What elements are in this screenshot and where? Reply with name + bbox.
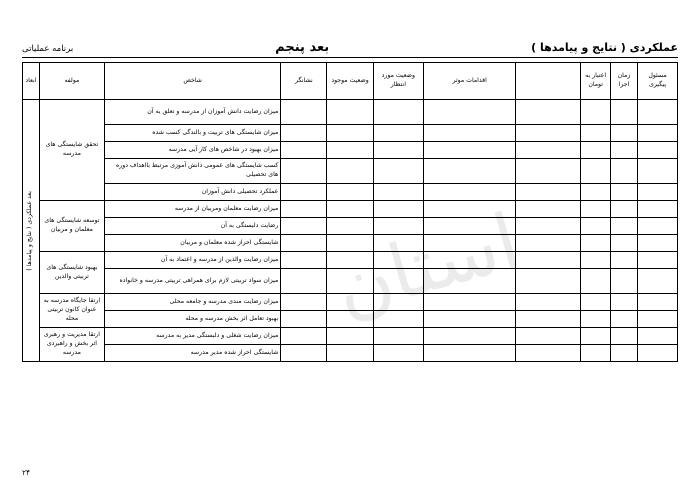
cell-vaziat-entezar[interactable] xyxy=(373,311,423,328)
cell-vaziat-entezar[interactable] xyxy=(373,201,423,218)
cell-etebar[interactable] xyxy=(581,294,610,311)
cell-blank1[interactable] xyxy=(516,142,581,159)
cell-vaziat-mojood[interactable] xyxy=(327,125,373,142)
cell-masool[interactable] xyxy=(638,328,678,345)
cell-blank1[interactable] xyxy=(516,184,581,201)
column-header-vaziat-mojood: وضعیت موجود xyxy=(327,63,373,100)
cell-eqdamat[interactable] xyxy=(424,311,516,328)
cell-masool[interactable] xyxy=(638,142,678,159)
cell-masool[interactable] xyxy=(638,184,678,201)
table-row xyxy=(23,345,678,362)
cell-masool[interactable] xyxy=(638,125,678,142)
cell-neshangar[interactable] xyxy=(281,201,327,218)
cell-etebar[interactable] xyxy=(581,159,610,184)
cell-vaziat-entezar[interactable] xyxy=(373,125,423,142)
column-header-neshangar: نشانگر xyxy=(281,63,327,100)
cell-moalefe: ارتقا جایگاه مدرسه به عنوان کانون تربیتی محله xyxy=(39,294,104,328)
table-header-row xyxy=(23,63,678,100)
cell-blank1[interactable] xyxy=(516,100,581,125)
cell-vaziat-entezar[interactable] xyxy=(373,218,423,235)
cell-eqdamat[interactable] xyxy=(424,345,516,362)
cell-blank1[interactable] xyxy=(516,294,581,311)
table-row xyxy=(23,159,678,184)
column-header-moalefe: مولفه xyxy=(39,63,104,100)
cell-shakhes: میزان رضایت شغلی و دلبستگی مدیر به مدرسه xyxy=(104,328,280,345)
cell-eqdamat[interactable] xyxy=(424,142,516,159)
cell-vaziat-mojood[interactable] xyxy=(327,235,373,252)
page-number: ۲۴ xyxy=(22,468,31,477)
cell-masool[interactable] xyxy=(638,311,678,328)
cell-neshangar[interactable] xyxy=(281,125,327,142)
cell-vaziat-entezar[interactable] xyxy=(373,269,423,294)
cell-zaman[interactable] xyxy=(610,269,637,294)
cell-vaziat-entezar[interactable] xyxy=(373,252,423,269)
cell-etebar[interactable] xyxy=(581,328,610,345)
cell-blank1[interactable] xyxy=(516,311,581,328)
cell-vaziat-mojood[interactable] xyxy=(327,184,373,201)
cell-shakhes: میزان رضایت دانش آموزان از مدرسه و تعلق به آن xyxy=(104,100,280,125)
cell-moalefe: بهبود شایستگی های تربیتی والدین xyxy=(39,252,104,294)
cell-shakhes: میزان رضایت معلمان ومربیان از مدرسه xyxy=(104,201,280,218)
column-header-masool: مسئول پیگیری xyxy=(638,63,678,100)
cell-shakhes: کسب شایستگی های عمومی دانش آموزی مرتبط بااهداف دوره های تحصیلی xyxy=(104,159,280,184)
cell-masool[interactable] xyxy=(638,218,678,235)
cell-neshangar[interactable] xyxy=(281,100,327,125)
cell-neshangar[interactable] xyxy=(281,159,327,184)
cell-blank1[interactable] xyxy=(516,125,581,142)
cell-neshangar[interactable] xyxy=(281,235,327,252)
cell-etebar[interactable] xyxy=(581,218,610,235)
column-header-bood: ابعاد xyxy=(23,63,40,100)
column-header-eqdamat: اقدامات موثر xyxy=(424,63,516,100)
cell-masool[interactable] xyxy=(638,100,678,125)
cell-zaman[interactable] xyxy=(610,125,637,142)
cell-blank1[interactable] xyxy=(516,345,581,362)
header-label-right: برنامه عملیاتی xyxy=(22,44,74,54)
cell-shakhes: میزان رضایت والدین از مدرسه و اعتماد به آن xyxy=(104,252,280,269)
cell-zaman[interactable] xyxy=(610,252,637,269)
cell-vaziat-mojood[interactable] xyxy=(327,201,373,218)
cell-eqdamat[interactable] xyxy=(424,159,516,184)
table-row xyxy=(23,294,678,311)
cell-vaziat-entezar[interactable] xyxy=(373,100,423,125)
column-header-zaman: زمان اجرا xyxy=(610,63,637,100)
cell-vaziat-mojood[interactable] xyxy=(327,328,373,345)
cell-masool[interactable] xyxy=(638,269,678,294)
cell-blank1[interactable] xyxy=(516,328,581,345)
cell-blank1[interactable] xyxy=(516,159,581,184)
cell-neshangar[interactable] xyxy=(281,252,327,269)
cell-vaziat-mojood[interactable] xyxy=(327,159,373,184)
header-divider xyxy=(22,57,678,58)
cell-shakhes: شایستگی احراز شده مدیر مدرسه xyxy=(104,345,280,362)
cell-eqdamat[interactable] xyxy=(424,252,516,269)
cell-masool[interactable] xyxy=(638,294,678,311)
cell-zaman[interactable] xyxy=(610,235,637,252)
cell-zaman[interactable] xyxy=(610,184,637,201)
cell-vaziat-entezar[interactable] xyxy=(373,159,423,184)
cell-blank1[interactable] xyxy=(516,269,581,294)
column-header-etebar: اعتبار به تومان xyxy=(581,63,610,100)
cell-etebar[interactable] xyxy=(581,269,610,294)
cell-blank1[interactable] xyxy=(516,218,581,235)
cell-masool[interactable] xyxy=(638,159,678,184)
table-row xyxy=(23,235,678,252)
table-row xyxy=(23,142,678,159)
cell-eqdamat[interactable] xyxy=(424,235,516,252)
cell-eqdamat[interactable] xyxy=(424,328,516,345)
cell-zaman[interactable] xyxy=(610,345,637,362)
cell-dimension xyxy=(23,100,40,362)
cell-neshangar[interactable] xyxy=(281,345,327,362)
cell-vaziat-entezar[interactable] xyxy=(373,142,423,159)
cell-shakhes: میزان بهبود در شاخص های کار آیی مدرسه xyxy=(104,142,280,159)
cell-zaman[interactable] xyxy=(610,311,637,328)
cell-eqdamat[interactable] xyxy=(424,269,516,294)
cell-vaziat-mojood[interactable] xyxy=(327,142,373,159)
cell-neshangar[interactable] xyxy=(281,218,327,235)
cell-vaziat-entezar[interactable] xyxy=(373,294,423,311)
cell-etebar[interactable] xyxy=(581,184,610,201)
cell-masool[interactable] xyxy=(638,252,678,269)
cell-zaman[interactable] xyxy=(610,159,637,184)
cell-vaziat-entezar[interactable] xyxy=(373,235,423,252)
cell-neshangar[interactable] xyxy=(281,184,327,201)
cell-vaziat-entezar[interactable] xyxy=(373,184,423,201)
column-header-vaziat-entezar: وضعیت مورد انتظار xyxy=(373,63,423,100)
cell-vaziat-entezar[interactable] xyxy=(373,328,423,345)
table-row xyxy=(23,100,678,125)
cell-shakhes: شایستگی احراز شده معلمان و مربیان xyxy=(104,235,280,252)
cell-eqdamat[interactable] xyxy=(424,294,516,311)
cell-zaman[interactable] xyxy=(610,294,637,311)
cell-blank1[interactable] xyxy=(516,235,581,252)
cell-etebar[interactable] xyxy=(581,311,610,328)
cell-moalefe: توسعه شایستگی های معلمان و مربیان xyxy=(39,201,104,252)
cell-shakhes: عملکرد تحصیلی دانش آموزان xyxy=(104,184,280,201)
table-row xyxy=(23,252,678,269)
cell-eqdamat[interactable] xyxy=(424,218,516,235)
cell-blank1[interactable] xyxy=(516,201,581,218)
cell-zaman[interactable] xyxy=(610,218,637,235)
cell-masool[interactable] xyxy=(638,345,678,362)
cell-vaziat-mojood[interactable] xyxy=(327,218,373,235)
cell-etebar[interactable] xyxy=(581,142,610,159)
cell-masool[interactable] xyxy=(638,235,678,252)
cell-blank1[interactable] xyxy=(516,252,581,269)
cell-etebar[interactable] xyxy=(581,125,610,142)
cell-moalefe: ارتقا مدیریت و رهبری اثر بخش و راهبردی مدرسه xyxy=(39,328,104,362)
cell-vaziat-mojood[interactable] xyxy=(327,311,373,328)
cell-neshangar[interactable] xyxy=(281,311,327,328)
cell-zaman[interactable] xyxy=(610,201,637,218)
header-title-center: بعد پنجم xyxy=(275,40,330,55)
column-header-shakhes: شاخص xyxy=(104,63,280,100)
cell-moalefe: تحقق شایستگی های مدرسه xyxy=(39,100,104,201)
cell-vaziat-entezar[interactable] xyxy=(373,345,423,362)
cell-shakhes: رضایت دلبستگی به آن xyxy=(104,218,280,235)
action-plan-table xyxy=(22,62,678,362)
table-row xyxy=(23,218,678,235)
dimension-label: بعد عملکردی ( نتایج و پیامدها ) xyxy=(26,190,34,271)
cell-shakhes: بهبود تعامل اثر بخش مدرسه و محله xyxy=(104,311,280,328)
cell-eqdamat[interactable] xyxy=(424,125,516,142)
table-row xyxy=(23,311,678,328)
cell-vaziat-mojood[interactable] xyxy=(327,100,373,125)
cell-etebar[interactable] xyxy=(581,252,610,269)
cell-etebar[interactable] xyxy=(581,201,610,218)
column-header-blank xyxy=(516,63,581,100)
cell-neshangar[interactable] xyxy=(281,294,327,311)
table-row xyxy=(23,328,678,345)
table-body xyxy=(23,100,678,362)
cell-shakhes: میزان شایستگی های تربیت و بالندگی کسب شده xyxy=(104,125,280,142)
header-title-left: عملکردی ( نتایج و پیامدها ) xyxy=(531,41,678,54)
table-row xyxy=(23,184,678,201)
table-row xyxy=(23,201,678,218)
page-header xyxy=(22,34,678,56)
watermark: استان xyxy=(324,195,529,334)
cell-neshangar[interactable] xyxy=(281,269,327,294)
cell-etebar[interactable] xyxy=(581,345,610,362)
cell-shakhes: میزان رضایت مندی مدرسه و جامعه محلی xyxy=(104,294,280,311)
cell-zaman[interactable] xyxy=(610,142,637,159)
cell-masool[interactable] xyxy=(638,201,678,218)
cell-etebar[interactable] xyxy=(581,235,610,252)
cell-eqdamat[interactable] xyxy=(424,100,516,125)
cell-zaman[interactable] xyxy=(610,100,637,125)
table-row xyxy=(23,125,678,142)
cell-vaziat-mojood[interactable] xyxy=(327,252,373,269)
cell-vaziat-mojood[interactable] xyxy=(327,294,373,311)
cell-neshangar[interactable] xyxy=(281,142,327,159)
cell-etebar[interactable] xyxy=(581,100,610,125)
cell-zaman[interactable] xyxy=(610,328,637,345)
cell-vaziat-mojood[interactable] xyxy=(327,269,373,294)
table-row xyxy=(23,269,678,294)
cell-eqdamat[interactable] xyxy=(424,201,516,218)
cell-shakhes: میزان سواد تربیتی لازم برای همراهی تربیتی مدرسه و خانواده xyxy=(104,269,280,294)
cell-eqdamat[interactable] xyxy=(424,184,516,201)
cell-vaziat-mojood[interactable] xyxy=(327,345,373,362)
cell-neshangar[interactable] xyxy=(281,328,327,345)
